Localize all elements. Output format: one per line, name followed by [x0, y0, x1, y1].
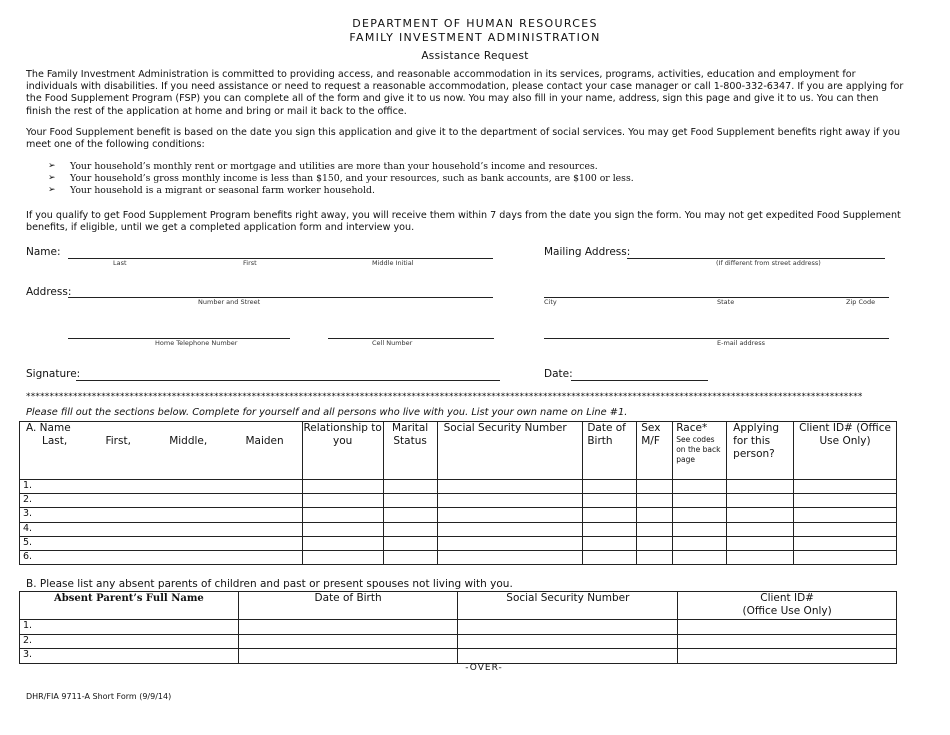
- cell[interactable]: [383, 550, 437, 564]
- address-label: Address:: [26, 286, 72, 298]
- cell[interactable]: [383, 522, 437, 536]
- cell[interactable]: [583, 480, 637, 494]
- cell[interactable]: [437, 508, 583, 522]
- cell[interactable]: [727, 508, 794, 522]
- cell[interactable]: [727, 550, 794, 564]
- table-row: [20, 550, 897, 564]
- cell[interactable]: [458, 634, 678, 649]
- absent-parent-ssn-header: Social Security Number: [458, 592, 678, 620]
- street-address-field[interactable]: [68, 297, 493, 298]
- middle-initial-caption: Middle Initial: [372, 259, 414, 267]
- last-name-part: Last,: [42, 435, 68, 447]
- table-row: [20, 536, 897, 550]
- row-number[interactable]: 1.: [20, 480, 303, 494]
- cell[interactable]: [727, 536, 794, 550]
- cell[interactable]: [583, 508, 637, 522]
- row-number[interactable]: 3.: [20, 649, 239, 664]
- city-caption: City: [544, 298, 557, 306]
- cell[interactable]: [437, 536, 583, 550]
- date-label: Date:: [544, 368, 573, 380]
- name-column-title: A. Name: [26, 422, 71, 434]
- administration-title: FAMILY INVESTMENT ADMINISTRATION: [349, 31, 601, 44]
- form-id: DHR/FIA 9711-A Short Form (9/9/14): [26, 692, 172, 701]
- race-note: See codes on the back page: [676, 435, 721, 464]
- cell[interactable]: [727, 494, 794, 508]
- dob-column-header: Date of Birth: [583, 422, 637, 480]
- absent-parent-name-header: Absent Parent’s Full Name: [20, 592, 239, 620]
- sex-column-header: Sex M/F: [637, 422, 673, 480]
- cell-phone-caption: Cell Number: [372, 339, 413, 347]
- bullet-arrow-icon: ➢: [48, 185, 56, 195]
- client-id-line1: Client ID#: [760, 592, 814, 604]
- cell[interactable]: [238, 634, 458, 649]
- cell[interactable]: [437, 550, 583, 564]
- first-name-part: First,: [105, 435, 131, 447]
- cell[interactable]: [583, 550, 637, 564]
- cell[interactable]: [673, 508, 727, 522]
- cell[interactable]: [458, 620, 678, 635]
- last-name-caption: Last: [113, 259, 127, 267]
- benefit-paragraph: Your Food Supplement benefit is based on the date you sign this application and give it to the department of social services. You may get Food Supplement benefits right away if you meet one of the following conditions:: [26, 127, 901, 151]
- row-number[interactable]: 6.: [20, 550, 303, 564]
- condition-item: Your household’s gross monthly income is less than $150, and your resources, such as bank accounts, are $100 or less.: [70, 173, 634, 184]
- name-field[interactable]: [68, 258, 493, 259]
- marital-status-column-header: Marital Status: [383, 422, 437, 480]
- table-row: [20, 649, 897, 664]
- cell[interactable]: [637, 480, 673, 494]
- absent-parent-dob-header: Date of Birth: [238, 592, 458, 620]
- state-caption: State: [717, 298, 735, 306]
- applying-column-header: Applying for this person?: [727, 422, 794, 480]
- condition-item: Your household’s monthly rent or mortgage and utilities are more than your household’s income and resources.: [70, 161, 598, 172]
- table-row: [20, 480, 897, 494]
- race-column-header: [673, 422, 727, 480]
- signature-label: Signature:: [26, 368, 81, 380]
- mailing-address-label: Mailing Address:: [544, 246, 631, 258]
- table-a-header-row: [20, 422, 897, 480]
- cell[interactable]: [238, 649, 458, 664]
- table-row: [20, 522, 897, 536]
- intro-paragraph: The Family Investment Administration is committed to providing access, and reasonable accommodation in its services, programs, activities, education and employment for individuals with disabilities. If you need assistance or need to request a reasonable accommodation, please contact your case manager or call 1-800-332-6347. If you are applying for the Food Supplement Program (FSP) you can complete all of the form and give it to us now. You may also fill in your name, address, sign this page and give it to us. You can then finish the rest of the application at home and bring or mail it back to the office.: [26, 69, 904, 117]
- cell[interactable]: [458, 649, 678, 664]
- first-name-caption: First: [243, 259, 257, 267]
- signature-field[interactable]: [76, 380, 500, 381]
- cell: [678, 649, 897, 664]
- absent-parent-client-id-header: [678, 592, 897, 620]
- cell: [794, 508, 897, 522]
- department-title: DEPARTMENT OF HUMAN RESOURCES: [352, 17, 598, 30]
- table-row: [20, 634, 897, 649]
- row-number[interactable]: 3.: [20, 508, 303, 522]
- table-row: [20, 620, 897, 635]
- separator-line: **********************************************************************************************************************************************************************************: [26, 392, 863, 402]
- cell: [794, 536, 897, 550]
- cell[interactable]: [637, 494, 673, 508]
- cell[interactable]: [673, 550, 727, 564]
- cell[interactable]: [302, 480, 383, 494]
- cell: [678, 620, 897, 635]
- date-field[interactable]: [571, 380, 708, 381]
- row-number[interactable]: 1.: [20, 620, 239, 635]
- cell[interactable]: [673, 480, 727, 494]
- client-id-column-header: Client ID# (Office Use Only): [794, 422, 897, 480]
- cell[interactable]: [383, 508, 437, 522]
- household-members-table: [19, 421, 897, 565]
- maiden-name-part: Maiden: [245, 435, 284, 447]
- cell[interactable]: [302, 508, 383, 522]
- cell: [794, 480, 897, 494]
- cell: [678, 634, 897, 649]
- cell[interactable]: [727, 522, 794, 536]
- over-indicator: -OVER-: [465, 663, 503, 673]
- cell[interactable]: [673, 536, 727, 550]
- row-number[interactable]: 5.: [20, 536, 303, 550]
- cell[interactable]: [302, 550, 383, 564]
- cell[interactable]: [727, 480, 794, 494]
- cell[interactable]: [673, 494, 727, 508]
- zip-caption: Zip Code: [846, 298, 876, 306]
- cell[interactable]: [583, 494, 637, 508]
- name-parts: [26, 435, 302, 448]
- row-number[interactable]: 2.: [20, 494, 303, 508]
- cell[interactable]: [673, 522, 727, 536]
- bullet-arrow-icon: ➢: [48, 161, 56, 171]
- cell[interactable]: [437, 480, 583, 494]
- race-title: Race*: [676, 422, 708, 434]
- condition-item: Your household is a migrant or seasonal farm worker household.: [70, 185, 375, 196]
- cell[interactable]: [238, 620, 458, 635]
- cell: [794, 550, 897, 564]
- cell: [794, 494, 897, 508]
- cell[interactable]: [583, 522, 637, 536]
- cell[interactable]: [637, 550, 673, 564]
- cell: [794, 522, 897, 536]
- cell[interactable]: [383, 480, 437, 494]
- mailing-address-caption: (If different from street address): [716, 259, 821, 267]
- email-caption: E-mail address: [717, 339, 765, 347]
- table-b-header-row: [20, 592, 897, 620]
- cell[interactable]: [383, 494, 437, 508]
- instruction-text: Please fill out the sections below. Complete for yourself and all persons who live with you. List your own name on Line #1.: [26, 407, 628, 418]
- name-label: Name:: [26, 246, 61, 258]
- ssn-column-header: Social Security Number: [437, 422, 583, 480]
- cell[interactable]: [302, 536, 383, 550]
- cell[interactable]: [437, 494, 583, 508]
- section-b-title: B. Please list any absent parents of children and past or present spouses not living with you.: [26, 578, 513, 590]
- middle-name-part: Middle,: [169, 435, 208, 447]
- cell[interactable]: [302, 494, 383, 508]
- bullet-arrow-icon: ➢: [48, 173, 56, 183]
- row-number[interactable]: 4.: [20, 522, 303, 536]
- cell[interactable]: [583, 536, 637, 550]
- street-caption: Number and Street: [198, 298, 261, 306]
- cell[interactable]: [383, 536, 437, 550]
- cell[interactable]: [437, 522, 583, 536]
- table-row: [20, 494, 897, 508]
- cell[interactable]: [637, 508, 673, 522]
- expedited-paragraph: If you qualify to get Food Supplement Program benefits right away, you will receive them within 7 days from the date you sign the form. You may not get expedited Food Supplement benefits, if eligible, until we get a completed application form and interview you.: [26, 210, 901, 234]
- cell[interactable]: [637, 522, 673, 536]
- name-column-header: [20, 422, 303, 480]
- table-row: [20, 508, 897, 522]
- cell[interactable]: [302, 522, 383, 536]
- relationship-column-header: Relationship to you: [302, 422, 383, 480]
- home-phone-caption: Home Telephone Number: [155, 339, 238, 347]
- client-id-line2: (Office Use Only): [742, 605, 832, 617]
- form-title: Assistance Request: [421, 50, 529, 62]
- row-number[interactable]: 2.: [20, 634, 239, 649]
- cell[interactable]: [637, 536, 673, 550]
- absent-parents-table: [19, 591, 897, 664]
